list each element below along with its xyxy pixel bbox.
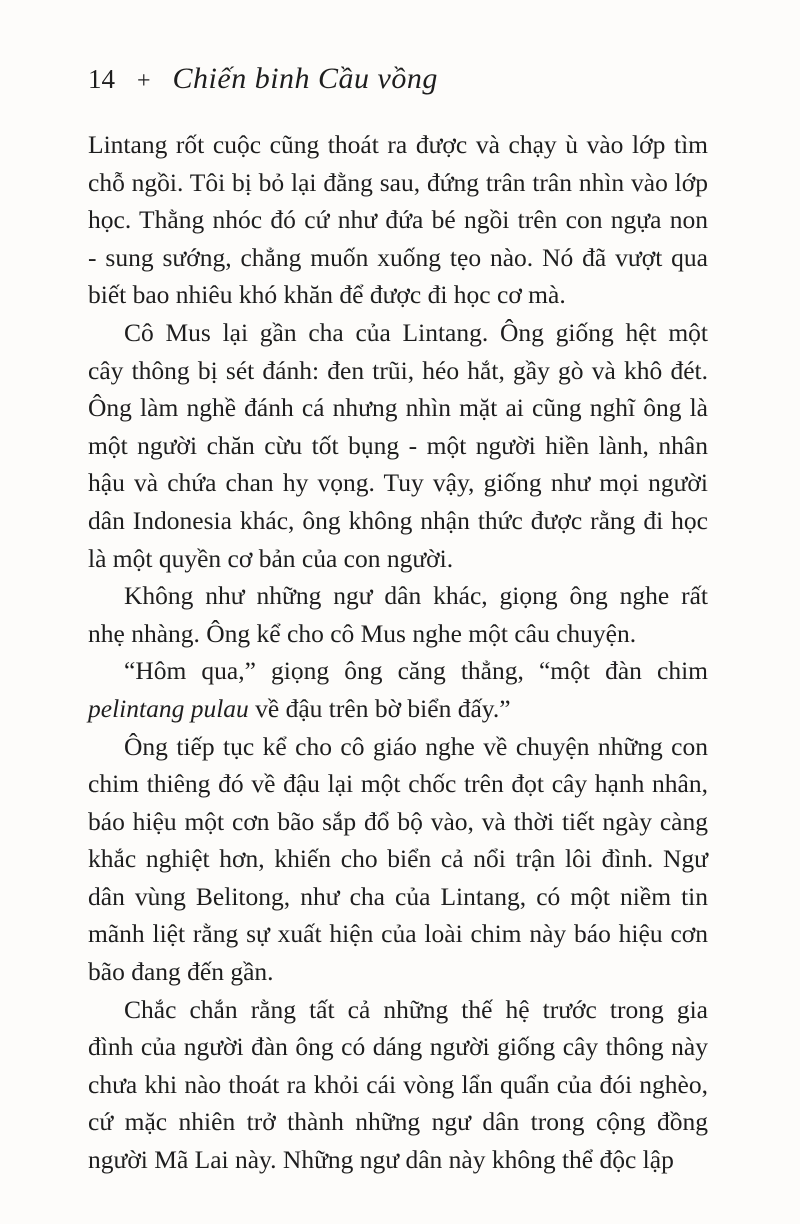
text-line: là một quyền cơ bản của con người. xyxy=(88,543,454,573)
text-line: người Mã Lai này. Những ngư dân này không thể độc lập xyxy=(88,1145,674,1175)
italic-phrase: pelintang pulau xyxy=(88,693,249,723)
paragraph xyxy=(88,314,708,577)
text-line: nhẹ nhàng. Ông kể cho cô Mus nghe một câu chuyện. xyxy=(88,618,637,648)
ornament-icon: + xyxy=(137,68,151,94)
text-line: dân vùng Belitong, như cha của Lintang, có một niềm tin xyxy=(88,881,708,911)
text-line: một người chăn cừu tốt bụng - một người hiền lành, nhân xyxy=(88,430,708,460)
text-line: Chắc chắn rằng tất cả những thế hệ trước trong gia xyxy=(124,994,708,1024)
page-number: 14 xyxy=(88,64,115,94)
page-header xyxy=(88,62,438,96)
body-text xyxy=(88,126,708,1179)
text-line: mãnh liệt rằng sự xuất hiện của loài chim này báo hiệu cơn xyxy=(88,919,708,949)
text-line: pelintang pulau về đậu trên bờ biển đấy.” xyxy=(88,693,511,723)
text-line: chỗ ngồi. Tôi bị bỏ lại đằng sau, đứng trân trân nhìn vào lớp xyxy=(88,167,708,197)
text-line: “Hôm qua,” giọng ông căng thẳng, “một đàn chim xyxy=(124,656,708,686)
running-title: Chiến binh Cầu vồng xyxy=(172,62,438,95)
paragraph xyxy=(88,126,708,314)
text-line: Lintang rốt cuộc cũng thoát ra được và chạy ù vào lớp tìm xyxy=(88,130,708,159)
paragraph xyxy=(88,728,708,991)
text-line: chim thiêng đó về đậu lại một chốc trên đọt cây hạnh nhân, xyxy=(88,769,708,799)
text-line: biết bao nhiêu khó khăn để được đi học cơ mà. xyxy=(88,280,566,310)
text-line: Không như những ngư dân khác, giọng ông nghe rất xyxy=(124,581,708,611)
text-line: báo hiệu một cơn bão sắp đổ bộ vào, và thời tiết ngày càng xyxy=(88,806,708,836)
text-line: Ông làm nghề đánh cá nhưng nhìn mặt ai cũng nghĩ ông là xyxy=(88,393,708,423)
paragraph xyxy=(88,577,708,652)
text-line: chưa khi nào thoát ra khỏi cái vòng lẩn quẩn của đói nghèo, xyxy=(88,1069,708,1099)
text-line: - sung sướng, chẳng muốn xuống tẹo nào. Nó đã vượt qua xyxy=(88,242,708,272)
text-line: học. Thằng nhóc đó cứ như đứa bé ngồi trên con ngựa non xyxy=(88,205,708,235)
text-line: dân Indonesia khác, ông không nhận thức được rằng đi học xyxy=(88,505,708,535)
paragraph xyxy=(88,991,708,1179)
text-line: hậu và chứa chan hy vọng. Tuy vậy, giống như mọi người xyxy=(88,468,708,498)
paragraph xyxy=(88,652,708,727)
text-line: cây thông bị sét đánh: đen trũi, héo hắt, gầy gò và khô đét. xyxy=(88,355,708,385)
text-line: Ông tiếp tục kể cho cô giáo nghe về chuyện những con xyxy=(124,731,708,761)
text-line: khắc nghiệt hơn, khiến cho biển cả nổi trận lôi đình. Ngư xyxy=(88,844,708,874)
text-line: cứ mặc nhiên trở thành những ngư dân trong cộng đồng xyxy=(88,1107,708,1137)
text-line: bão đang đến gần. xyxy=(88,957,274,987)
text-line: đình của người đàn ông có dáng người giống cây thông này xyxy=(88,1032,708,1062)
text-line: Cô Mus lại gần cha của Lintang. Ông giống hệt một xyxy=(124,317,708,347)
